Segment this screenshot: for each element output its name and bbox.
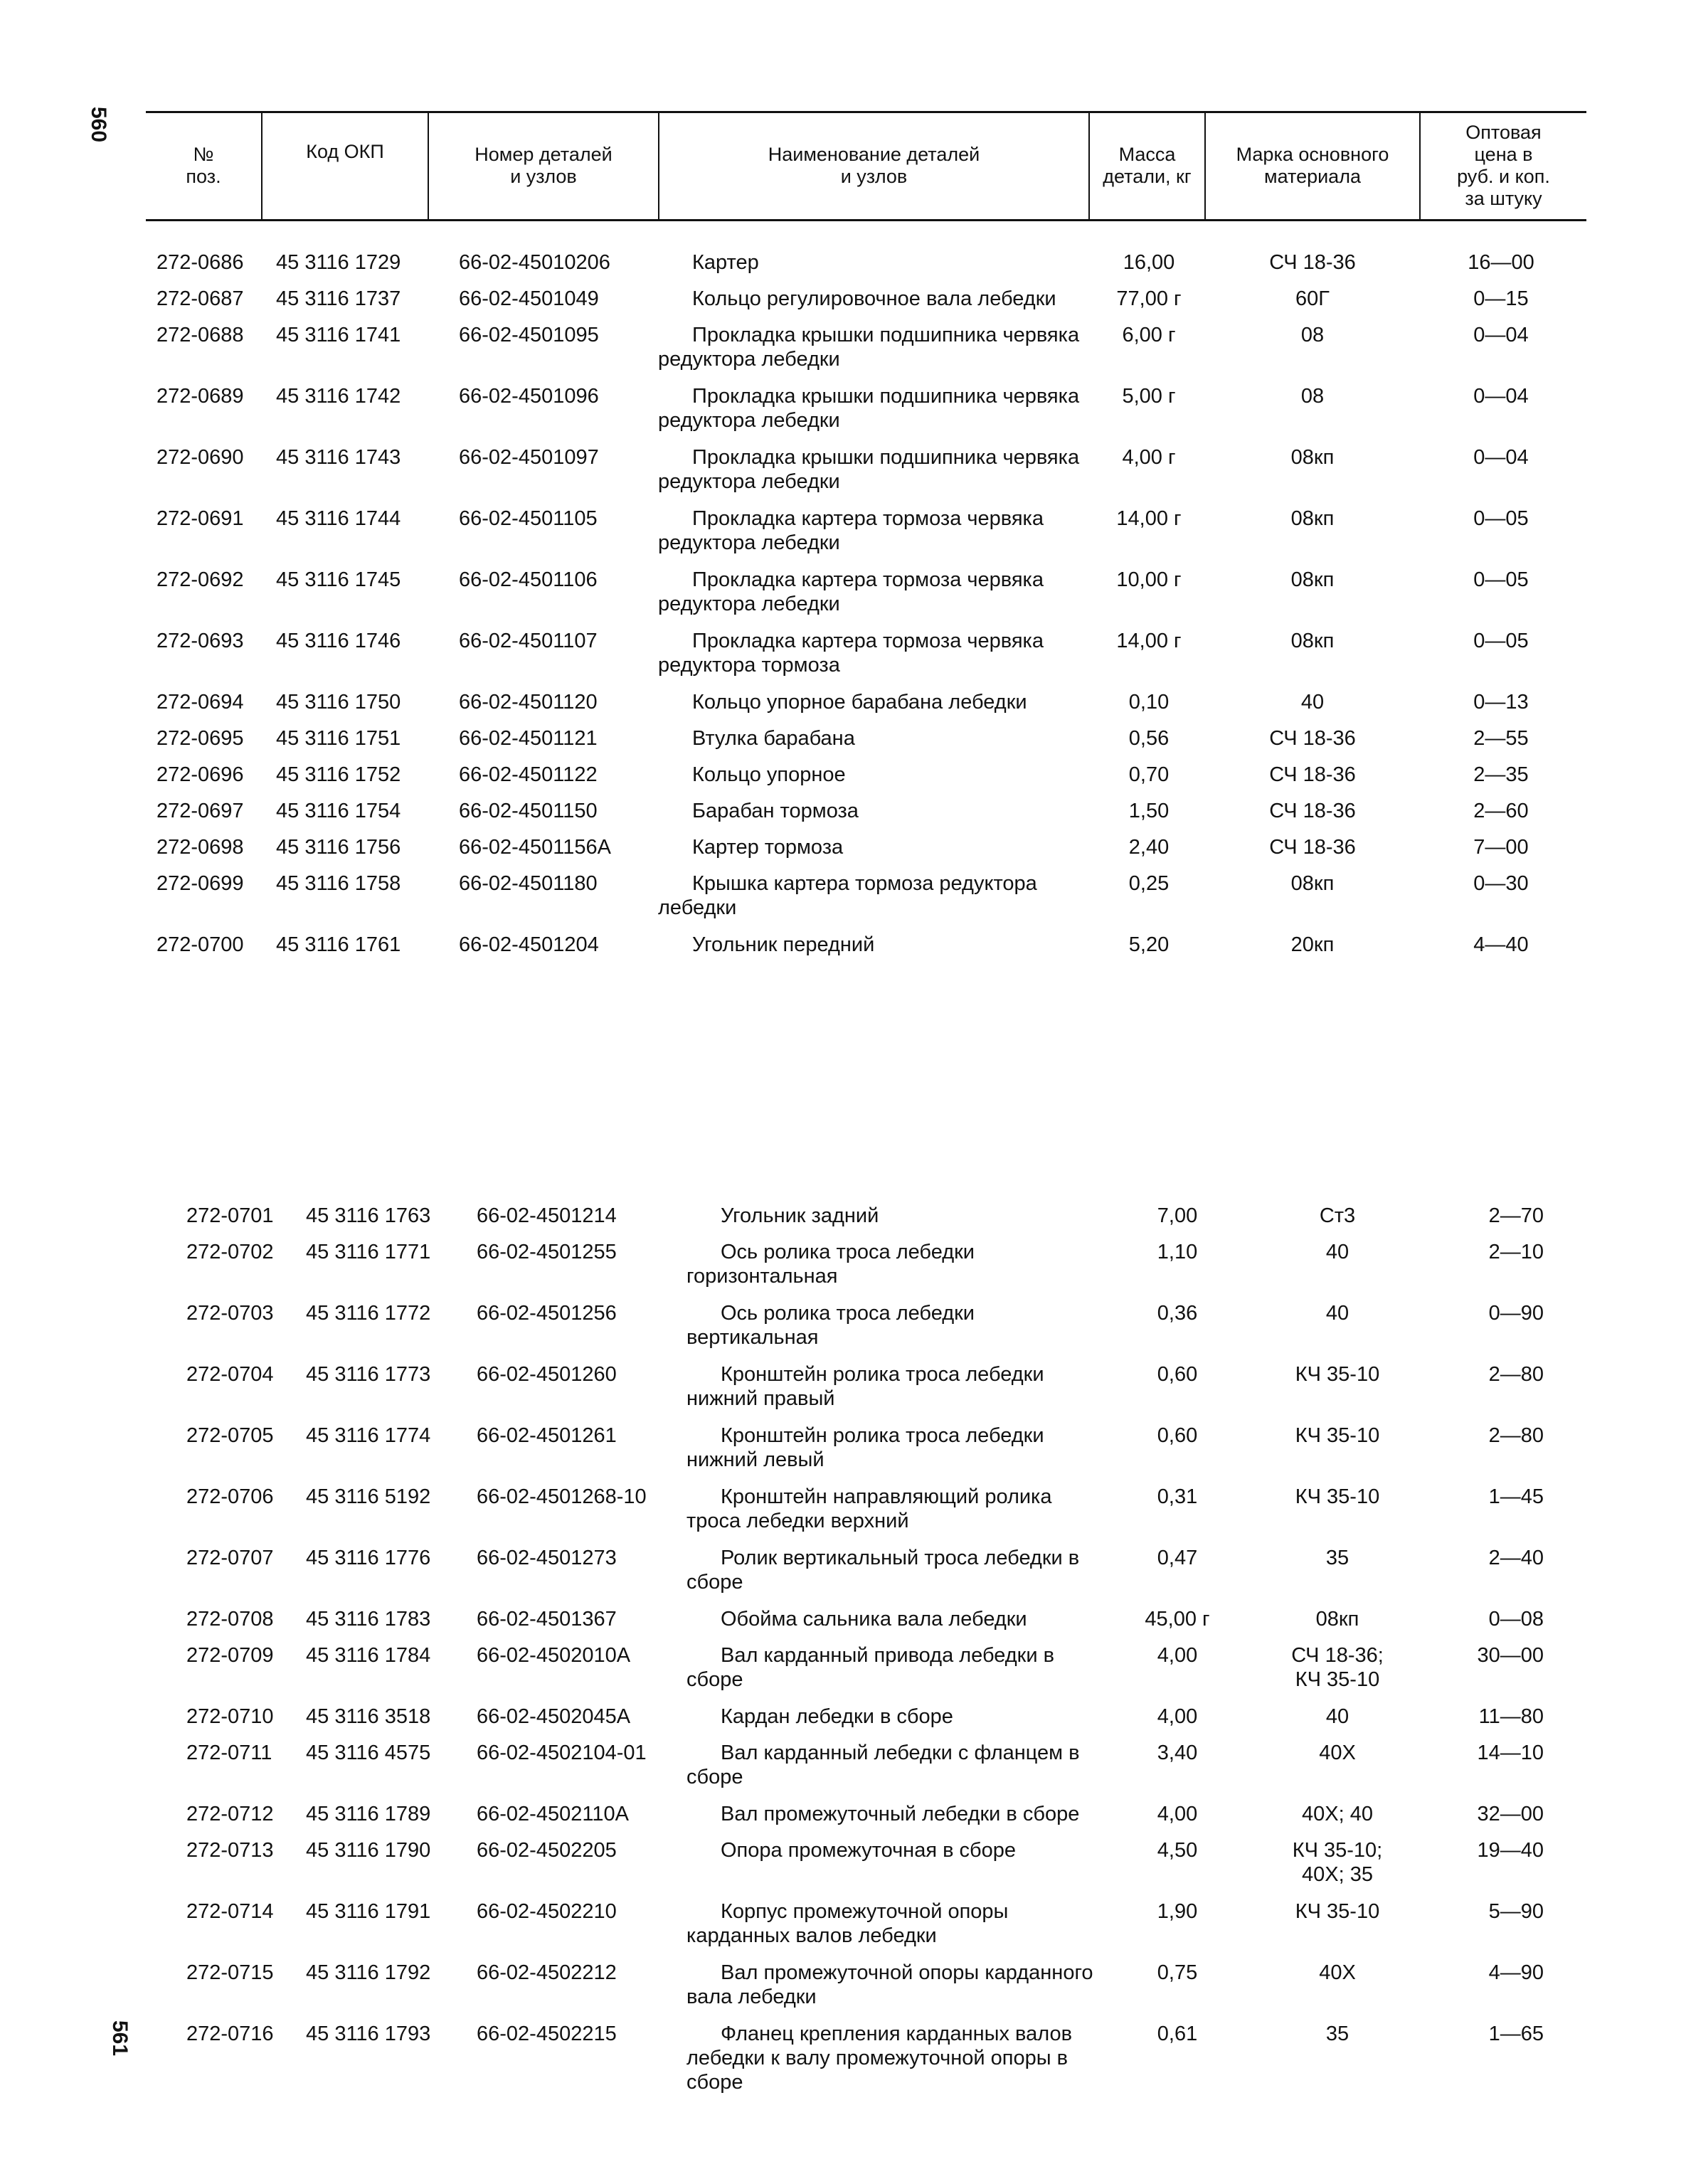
cell-part-number: 66-02-4501261 bbox=[477, 1424, 617, 1447]
cell-mass: 14,00 г bbox=[1116, 630, 1182, 652]
cell-mass: 4,50 bbox=[1157, 1839, 1198, 1862]
cell-okp: 45 3116 1752 bbox=[276, 763, 401, 786]
cell-okp: 45 3116 1773 bbox=[306, 1363, 431, 1386]
header-bottom-rule bbox=[146, 219, 1586, 221]
cell-okp: 45 3116 1758 bbox=[276, 872, 401, 895]
cell-pos: 272-0707 bbox=[186, 1547, 274, 1569]
cell-material: 40Х bbox=[1319, 1961, 1356, 1984]
cell-material: СЧ 18-36 bbox=[1269, 836, 1356, 859]
cell-okp: 45 3116 1792 bbox=[306, 1961, 431, 1984]
cell-part-number: 66-02-4501097 bbox=[459, 446, 599, 469]
cell-pos: 272-0700 bbox=[157, 933, 244, 956]
cell-pos: 272-0701 bbox=[186, 1204, 274, 1227]
cell-pos: 272-0714 bbox=[186, 1900, 274, 1923]
cell-pos: 272-0716 bbox=[186, 2023, 274, 2045]
cell-part-number: 66-02-4502045А bbox=[477, 1705, 631, 1728]
cell-material: 40Х bbox=[1319, 1742, 1356, 1764]
cell-material: КЧ 35-10 bbox=[1295, 1363, 1380, 1386]
cell-price: 30—00 bbox=[1477, 1644, 1544, 1667]
header-material bbox=[1206, 112, 1419, 219]
cell-name: Картер bbox=[692, 251, 759, 274]
cell-name: Опора промежуточная в сборе bbox=[721, 1839, 1017, 1862]
cell-material: 60Г bbox=[1295, 287, 1330, 310]
cell-name: Прокладка крышки подшипника червяка редуктора лебедки bbox=[658, 446, 1080, 493]
cell-pos: 272-0687 bbox=[157, 287, 244, 310]
cell-material: СЧ 18-36 bbox=[1269, 727, 1356, 750]
cell-okp: 45 3116 1793 bbox=[306, 2023, 431, 2045]
cell-okp: 45 3116 1741 bbox=[276, 324, 401, 346]
cell-price: 2—70 bbox=[1488, 1204, 1544, 1227]
cell-mass: 16,00 bbox=[1123, 251, 1175, 274]
cell-mass: 0,31 bbox=[1157, 1485, 1198, 1508]
cell-price: 0—05 bbox=[1473, 568, 1529, 591]
cell-price: 32—00 bbox=[1477, 1803, 1544, 1825]
cell-part-number: 66-02-4501106 bbox=[459, 568, 598, 591]
cell-material: 08 bbox=[1300, 385, 1325, 408]
cell-material: 40 bbox=[1325, 1302, 1349, 1325]
cell-pos: 272-0713 bbox=[186, 1839, 274, 1862]
cell-part-number: 66-02-4501122 bbox=[459, 763, 598, 786]
cell-name: Вал карданный привода лебедки в сборе bbox=[686, 1644, 1055, 1691]
cell-part-number: 66-02-4502110А bbox=[477, 1803, 629, 1825]
cell-pos: 272-0686 bbox=[157, 251, 244, 274]
cell-part-number: 66-02-4501260 bbox=[477, 1363, 617, 1386]
cell-mass: 1,90 bbox=[1157, 1900, 1198, 1923]
cell-name: Картер тормоза bbox=[692, 836, 844, 859]
cell-okp: 45 3116 5192 bbox=[306, 1485, 431, 1508]
cell-mass: 2,40 bbox=[1128, 836, 1170, 859]
cell-part-number: 66-02-4501367 bbox=[477, 1608, 617, 1631]
cell-material: Ст3 bbox=[1319, 1204, 1356, 1227]
cell-material: 20кп bbox=[1290, 933, 1335, 956]
cell-part-number: 66-02-4501120 bbox=[459, 691, 598, 714]
cell-mass: 5,00 г bbox=[1122, 385, 1176, 408]
cell-pos: 272-0711 bbox=[186, 1742, 272, 1764]
cell-okp: 45 3116 1745 bbox=[276, 568, 401, 591]
cell-name: Корпус промежуточной опоры карданных валов лебедки bbox=[686, 1900, 1009, 1947]
cell-mass: 14,00 г bbox=[1116, 507, 1182, 530]
cell-okp: 45 3116 1746 bbox=[276, 630, 401, 652]
header-part-no-text: Номер деталей и узлов bbox=[474, 144, 613, 187]
cell-okp: 45 3116 3518 bbox=[306, 1705, 431, 1728]
cell-price: 19—40 bbox=[1477, 1839, 1544, 1862]
cell-price: 5—90 bbox=[1488, 1900, 1544, 1923]
cell-okp: 45 3116 4575 bbox=[306, 1742, 431, 1764]
cell-part-number: 66-02-4501214 bbox=[477, 1204, 617, 1227]
cell-part-number: 66-02-4502205 bbox=[477, 1839, 617, 1862]
cell-material: СЧ 18-36 bbox=[1269, 800, 1356, 822]
cell-okp: 45 3116 1729 bbox=[276, 251, 401, 274]
cell-mass: 5,20 bbox=[1128, 933, 1170, 956]
cell-price: 14—10 bbox=[1477, 1742, 1544, 1764]
cell-pos: 272-0708 bbox=[186, 1608, 274, 1631]
cell-pos: 272-0710 bbox=[186, 1705, 274, 1728]
cell-mass: 10,00 г bbox=[1116, 568, 1182, 591]
cell-mass: 0,47 bbox=[1157, 1547, 1198, 1569]
cell-mass: 0,70 bbox=[1128, 763, 1170, 786]
cell-mass: 77,00 г bbox=[1116, 287, 1182, 310]
cell-mass: 0,75 bbox=[1157, 1961, 1198, 1984]
cell-mass: 1,50 bbox=[1128, 800, 1170, 822]
cell-okp: 45 3116 1783 bbox=[306, 1608, 431, 1631]
cell-okp: 45 3116 1790 bbox=[306, 1839, 431, 1862]
cell-pos: 272-0706 bbox=[186, 1485, 274, 1508]
cell-name: Вал промежуточной опоры карданного вала лебедки bbox=[686, 1961, 1093, 2008]
cell-part-number: 66-02-4501107 bbox=[459, 630, 598, 652]
cell-price: 0—13 bbox=[1473, 691, 1529, 714]
cell-material: 40 bbox=[1325, 1241, 1349, 1263]
cell-okp: 45 3116 1776 bbox=[306, 1547, 431, 1569]
cell-okp: 45 3116 1789 bbox=[306, 1803, 431, 1825]
header-part-no bbox=[429, 112, 658, 219]
cell-price: 0—90 bbox=[1488, 1302, 1544, 1325]
cell-part-number: 66-02-4502212 bbox=[477, 1961, 617, 1984]
cell-price: 4—40 bbox=[1473, 933, 1529, 956]
cell-okp: 45 3116 1763 bbox=[306, 1204, 431, 1227]
cell-price: 11—80 bbox=[1478, 1705, 1544, 1728]
cell-okp: 45 3116 1743 bbox=[276, 446, 401, 469]
cell-name: Кронштейн направляющий ролика троса лебедки верхний bbox=[686, 1485, 1052, 1532]
cell-part-number: 66-02-4501156А bbox=[459, 836, 611, 859]
cell-material: 35 bbox=[1325, 2023, 1349, 2045]
cell-name: Ось ролика троса лебедки горизонтальная bbox=[686, 1241, 975, 1288]
cell-price: 2—80 bbox=[1488, 1424, 1544, 1447]
cell-price: 0—08 bbox=[1488, 1608, 1544, 1631]
cell-mass: 45,00 г bbox=[1145, 1608, 1210, 1631]
cell-part-number: 66-02-4502104-01 bbox=[477, 1742, 647, 1764]
cell-part-number: 66-02-4501121 bbox=[459, 727, 598, 750]
cell-okp: 45 3116 1772 bbox=[306, 1302, 431, 1325]
cell-okp: 45 3116 1742 bbox=[276, 385, 401, 408]
cell-price: 16—00 bbox=[1468, 251, 1534, 274]
cell-name: Кардан лебедки в сборе bbox=[721, 1705, 953, 1728]
header-okp-text: Код ОКП bbox=[306, 140, 384, 162]
cell-pos: 272-0703 bbox=[186, 1302, 274, 1325]
cell-pos: 272-0697 bbox=[157, 800, 244, 822]
cell-pos: 272-0692 bbox=[157, 568, 244, 591]
cell-name: Прокладка картера тормоза червяка редуктора лебедки bbox=[658, 507, 1044, 554]
cell-material: 08кп bbox=[1290, 446, 1335, 469]
cell-okp: 45 3116 1756 bbox=[276, 836, 401, 859]
cell-part-number: 66-02-4501096 bbox=[459, 385, 599, 408]
cell-name: Кронштейн ролика троса лебедки нижний левый bbox=[686, 1424, 1044, 1471]
cell-okp: 45 3116 1791 bbox=[306, 1900, 431, 1923]
page-number-top: 560 bbox=[87, 107, 110, 143]
cell-name: Прокладка картера тормоза червяка редуктора лебедки bbox=[658, 568, 1044, 615]
cell-price: 2—35 bbox=[1473, 763, 1529, 786]
cell-material: 08кп bbox=[1290, 507, 1335, 530]
cell-mass: 4,00 bbox=[1157, 1705, 1198, 1728]
cell-pos: 272-0698 bbox=[157, 836, 244, 859]
cell-part-number: 66-02-4501095 bbox=[459, 324, 599, 346]
cell-price: 2—80 bbox=[1488, 1363, 1544, 1386]
cell-mass: 4,00 bbox=[1157, 1644, 1198, 1667]
cell-material: КЧ 35-10; 40Х; 35 bbox=[1292, 1839, 1383, 1886]
cell-okp: 45 3116 1771 bbox=[306, 1241, 431, 1263]
cell-material: 40 bbox=[1325, 1705, 1349, 1728]
cell-mass: 0,60 bbox=[1157, 1363, 1198, 1386]
cell-name: Кольцо упорное барабана лебедки bbox=[692, 691, 1027, 714]
cell-price: 0—04 bbox=[1473, 446, 1529, 469]
cell-part-number: 66-02-4502210 bbox=[477, 1900, 617, 1923]
cell-mass: 0,36 bbox=[1157, 1302, 1198, 1325]
cell-pos: 272-0693 bbox=[157, 630, 244, 652]
cell-material: КЧ 35-10 bbox=[1295, 1424, 1380, 1447]
cell-material: КЧ 35-10 bbox=[1295, 1900, 1380, 1923]
cell-price: 7—00 bbox=[1473, 836, 1529, 859]
cell-material: 08кп bbox=[1315, 1608, 1359, 1631]
cell-name: Втулка барабана bbox=[692, 727, 855, 750]
cell-pos: 272-0715 bbox=[186, 1961, 274, 1984]
cell-mass: 7,00 bbox=[1157, 1204, 1198, 1227]
cell-pos: 272-0702 bbox=[186, 1241, 274, 1263]
cell-material: СЧ 18-36 bbox=[1269, 763, 1356, 786]
cell-price: 0—15 bbox=[1473, 287, 1529, 310]
cell-mass: 0,60 bbox=[1157, 1424, 1198, 1447]
cell-material: 08 bbox=[1300, 324, 1325, 346]
cell-part-number: 66-02-4501049 bbox=[459, 287, 599, 310]
cell-price: 2—10 bbox=[1488, 1241, 1544, 1263]
cell-price: 0—05 bbox=[1473, 630, 1529, 652]
cell-part-number: 66-02-4501268-10 bbox=[477, 1485, 647, 1508]
cell-price: 0—30 bbox=[1473, 872, 1529, 895]
cell-part-number: 66-02-4501180 bbox=[459, 872, 598, 895]
cell-name: Вал карданный лебедки с фланцем в сборе bbox=[686, 1742, 1080, 1788]
header-mass bbox=[1090, 112, 1204, 219]
cell-pos: 272-0696 bbox=[157, 763, 244, 786]
cell-name: Обойма сальника вала лебедки bbox=[721, 1608, 1027, 1631]
cell-material: 40 bbox=[1300, 691, 1325, 714]
cell-name: Фланец крепления карданных валов лебедки к валу промежуточной опоры в сборе bbox=[686, 2023, 1073, 2094]
cell-pos: 272-0712 bbox=[186, 1803, 274, 1825]
cell-pos: 272-0699 bbox=[157, 872, 244, 895]
page-number-bottom: 561 bbox=[108, 2020, 132, 2057]
cell-price: 2—55 bbox=[1473, 727, 1529, 750]
cell-mass: 6,00 г bbox=[1122, 324, 1176, 346]
cell-pos: 272-0705 bbox=[186, 1424, 274, 1447]
cell-pos: 272-0704 bbox=[186, 1363, 274, 1386]
cell-price: 2—40 bbox=[1488, 1547, 1544, 1569]
cell-price: 1—65 bbox=[1488, 2023, 1544, 2045]
cell-okp: 45 3116 1737 bbox=[276, 287, 401, 310]
cell-material: КЧ 35-10 bbox=[1295, 1485, 1380, 1508]
header-mass-text: Масса детали, кг bbox=[1103, 144, 1192, 187]
cell-material: 40Х; 40 bbox=[1302, 1803, 1373, 1825]
cell-pos: 272-0689 bbox=[157, 385, 244, 408]
cell-mass: 0,61 bbox=[1157, 2023, 1198, 2045]
cell-part-number: 66-02-4501204 bbox=[459, 933, 599, 956]
cell-mass: 0,56 bbox=[1128, 727, 1170, 750]
cell-pos: 272-0695 bbox=[157, 727, 244, 750]
cell-name: Прокладка картера тормоза червяка редуктора тормоза bbox=[658, 630, 1044, 677]
cell-material: 08кп bbox=[1290, 872, 1335, 895]
cell-name: Угольник задний bbox=[721, 1204, 879, 1227]
header-okp bbox=[263, 112, 428, 191]
cell-pos: 272-0694 bbox=[157, 691, 244, 714]
cell-material: 35 bbox=[1325, 1547, 1349, 1569]
cell-name: Крышка картера тормоза редуктора лебедки bbox=[658, 872, 1037, 919]
cell-name: Ось ролика троса лебедки вертикальная bbox=[686, 1302, 975, 1349]
cell-price: 0—05 bbox=[1473, 507, 1529, 530]
header-pos-text: № поз. bbox=[186, 144, 221, 187]
cell-part-number: 66-02-4502010А bbox=[477, 1644, 631, 1667]
cell-okp: 45 3116 1750 bbox=[276, 691, 401, 714]
cell-price: 0—04 bbox=[1473, 385, 1529, 408]
cell-mass: 3,40 bbox=[1157, 1742, 1198, 1764]
cell-material: 08кп bbox=[1290, 630, 1335, 652]
cell-part-number: 66-02-4501105 bbox=[459, 507, 598, 530]
cell-mass: 4,00 г bbox=[1122, 446, 1176, 469]
cell-pos: 272-0691 bbox=[157, 507, 244, 530]
cell-part-number: 66-02-4501273 bbox=[477, 1547, 617, 1569]
cell-name: Кронштейн ролика троса лебедки нижний правый bbox=[686, 1363, 1044, 1410]
cell-pos: 272-0709 bbox=[186, 1644, 274, 1667]
cell-part-number: 66-02-4501256 bbox=[477, 1302, 617, 1325]
cell-price: 2—60 bbox=[1473, 800, 1529, 822]
cell-pos: 272-0688 bbox=[157, 324, 244, 346]
cell-mass: 0,10 bbox=[1128, 691, 1170, 714]
header-name bbox=[659, 112, 1088, 219]
cell-mass: 4,00 bbox=[1157, 1803, 1198, 1825]
cell-name: Прокладка крышки подшипника червяка редуктора лебедки bbox=[658, 385, 1080, 432]
cell-price: 4—90 bbox=[1488, 1961, 1544, 1984]
cell-okp: 45 3116 1754 bbox=[276, 800, 401, 822]
cell-name: Вал промежуточный лебедки в сборе bbox=[721, 1803, 1080, 1825]
cell-mass: 0,25 bbox=[1128, 872, 1170, 895]
cell-part-number: 66-02-45010206 bbox=[459, 251, 610, 274]
cell-okp: 45 3116 1744 bbox=[276, 507, 401, 530]
header-price bbox=[1421, 112, 1586, 219]
cell-material: СЧ 18-36 bbox=[1269, 251, 1356, 274]
cell-pos: 272-0690 bbox=[157, 446, 244, 469]
cell-price: 0—04 bbox=[1473, 324, 1529, 346]
header-price-text: Оптовая цена в руб. и коп. за штуку bbox=[1457, 122, 1550, 209]
cell-name: Ролик вертикальный троса лебедки в сборе bbox=[686, 1547, 1080, 1594]
cell-mass: 1,10 bbox=[1157, 1241, 1198, 1263]
cell-material: СЧ 18-36; КЧ 35-10 bbox=[1291, 1644, 1384, 1691]
cell-part-number: 66-02-4501255 bbox=[477, 1241, 617, 1263]
cell-material: 08кп bbox=[1290, 568, 1335, 591]
header-pos bbox=[146, 112, 261, 219]
cell-okp: 45 3116 1774 bbox=[306, 1424, 431, 1447]
header-material-text: Марка основного материала bbox=[1236, 144, 1389, 187]
cell-price: 1—45 bbox=[1488, 1485, 1544, 1508]
cell-name: Кольцо упорное bbox=[692, 763, 846, 786]
cell-part-number: 66-02-4502215 bbox=[477, 2023, 617, 2045]
cell-name: Угольник передний bbox=[692, 933, 875, 956]
cell-name: Кольцо регулировочное вала лебедки bbox=[692, 287, 1056, 310]
header-name-text: Наименование деталей и узлов bbox=[768, 144, 980, 187]
cell-okp: 45 3116 1784 bbox=[306, 1644, 431, 1667]
cell-okp: 45 3116 1761 bbox=[276, 933, 401, 956]
cell-part-number: 66-02-4501150 bbox=[459, 800, 598, 822]
cell-name: Барабан тормоза bbox=[692, 800, 859, 822]
cell-name: Прокладка крышки подшипника червяка редуктора лебедки bbox=[658, 324, 1080, 371]
cell-okp: 45 3116 1751 bbox=[276, 727, 401, 750]
